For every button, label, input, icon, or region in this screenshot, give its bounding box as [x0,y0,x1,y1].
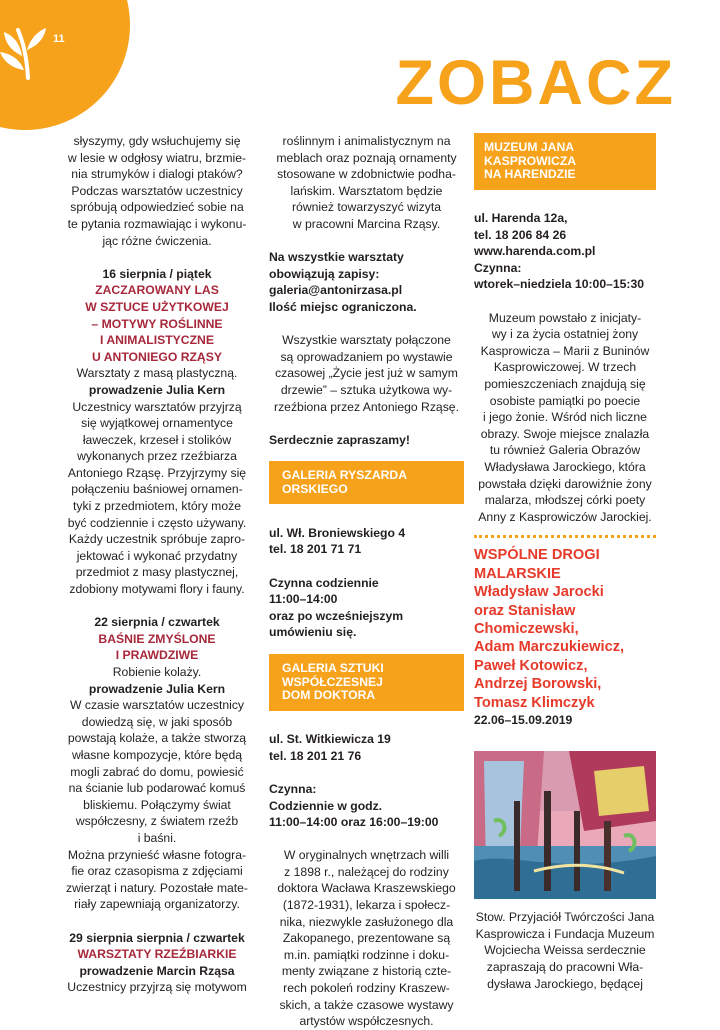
venue-header-dom-doktora: GALERIA SZTUKI WSPÓŁCZESNEJ DOM DOKTORA [269,654,464,711]
feature-date: 22.06–15.09.2019 [474,713,573,728]
workshop-continuation: roślinnym i animalistycznym na meblach oraz poznają ornamenty stosowane w zdobnictwie podha- lańskim. Warsztatom będzie również towarzyszyć wizyta w pracowni Marcina Rząsy. [276,134,457,231]
feature-title: WSPÓLNE DROGI MALARSKIE Władysław Jarocki oraz Stanisław Chomiczewski, Adam Marczukiewicz, Paweł Kotowicz, Andrzej Borowski, Tomasz Klimczyk [474,547,625,711]
page-title: ZOBACZ [395,48,676,118]
dotted-divider [474,535,656,538]
venue-address: ul. St. Witkiewicza 19 tel. 18 201 21 76 [269,732,391,763]
column-3 [474,133,656,992]
event-date: 16 sierpnia / piątek [102,266,212,281]
venue-address: ul. Wł. Broniewskiego 4 tel. 18 201 71 71 [269,525,406,557]
event-description: W czasie warsztatów uczestnicy dowiedzą się, w jaki sposób powstają kolaże, a także stworzą własne kompozycje, które będą mogli zabrać do domu, powiesić na ścianie lub podarować komuś bliskiemu. Połączymy świat współczesny, z światem rzeźb i baśni. Można przynieść własne fotogra- fie oraz czasopisma z zdjęciami zwierząt i natury. Pozostałe mate- riały zapewniają organizatorzy. [66,698,248,912]
event-title: ZACZAROWANY LAS W SZTUCE UŻYTKOWEJ – MOTYWY ROŚLINNE I ANIMALISTYCZNE U ANTONIEGO RZĄSY [85,283,229,364]
event-title: BAŚNIE ZMYŚLONE I PRAWDZIWE [98,631,216,663]
venue-header-orski: GALERIA RYSZARDA ORSKIEGO [269,461,464,504]
column-2 [269,133,464,1030]
welcome-text: Serdecznie zapraszamy! [269,432,410,447]
venue-hours: Czynna codziennie 11:00–14:00 oraz po wcześniejszym umówieniu się. [269,575,404,640]
painting-image [474,751,656,899]
venue-address: ul. Harenda 12a, tel. 18 206 84 26 www.harenda.com.pl Czynna: wtorek–niedziela 10:00–15:30 [474,211,645,292]
painting-caption: Stow. Przyjaciół Twórczości Jana Kasprowicza i Fundacja Muzeum Wojciecha Weissa serdecznie zapraszają do pracowni Wła- dysława Jarockiego, będącej [475,910,655,991]
venue-description: Muzeum powstało z inicjaty- wy i za życia ostatniej żony Kasprowicza – Marii z Buninów Kasprowiczowej. W trzech pomieszczeniach znajdują się osobiste pamiątki po poecie i jego żonie. Wśród nich liczne obrazy. Swoje miejsce znalazła tu również Galeria Obrazów Władysława Jarockiego, która powstała dzięki darowiźnie żony malarza, młodszej córki poety Anny z Kasprowiczów Jarockiej. [478,310,652,524]
event-description: Uczestnicy warsztatów przyjrzą się wyjątkowej ornamentyce ławeczek, krzeseł i stolików wykonanych przez rzeźbiarza Antoniego Rząsę. Przyjrzymy się połączeniu baśniowej ornamen- tyki z przedmiotem, który może być codziennie i często używany. Każdy uczestnik spróbuje zapro- jektować i wykonać przydatny przedmiot z masy plastycznej, zdobiony motywami flory i fauny. [67,399,247,597]
intro-text: słyszymy, gdy wsłuchujemy się w lesie w odgłosy wiatru, brzmie- nia strumyków i dialogi ptaków? Podczas warsztatów uczestnicy spróbują odpowiedzieć sobie na te pytania rozmawiając i wykonu- jąc różne ćwiczenia. [67,134,247,248]
exhibition-text: Wszystkie warsztaty połączone są oprowadzaniem po wystawie czasowej „Życie jest już w samym drzewie” – sztuka użytkowa wy- rzeźbiona przez Antoniego Rząsę. [274,333,459,414]
venue-description: W oryginalnych wnętrzach willi z 1898 r., należącej do rodziny doktora Wacława Kraszewskiego (1872-1931), lekarza i społecz- nika, niezwykle zasłużonego dla Zakopanego, prezentowane są m.in. pamiątki rodzinne i doku- menty związane z historią czte- rech pokoleń rodziny Kraszew- skich, a także czasowe wystawy artystów współczesnych. [277,848,456,1029]
event-description: Uczestnicy przyjrzą się motywom [67,980,247,995]
wheat-icon [0,20,60,80]
venue-hours: Czynna: Codziennie w godz. 11:00–14:00 oraz 16:00–19:00 [269,781,439,830]
venue-header-kasprowicz: MUZEUM JANA KASPROWICZA NA HARENDZIE [474,133,656,190]
column-1 [64,133,250,996]
event-host: prowadzenie Marcin Rząsa [79,963,235,978]
event-type: Robienie kolaży. [112,665,202,679]
event-title: WARSZTATY RZEŹBIARKIE [77,947,237,962]
corner-emblem [0,0,130,130]
page-number: 11 [53,33,65,45]
event-host: prowadzenie Julia Kern [88,382,226,397]
registration-info: Na wszystkie warsztaty obowiązują zapisy: galeria@antonirzasa.pl Ilość miejsc ograniczona. [269,250,417,314]
event-host: prowadzenie Julia Kern [88,681,226,696]
event-date: 22 sierpnia / czwartek [94,615,220,630]
event-type: Warsztaty z masą plastyczną. [76,366,238,381]
event-date: 29 sierpnia sierpnia / czwartek [69,930,245,945]
